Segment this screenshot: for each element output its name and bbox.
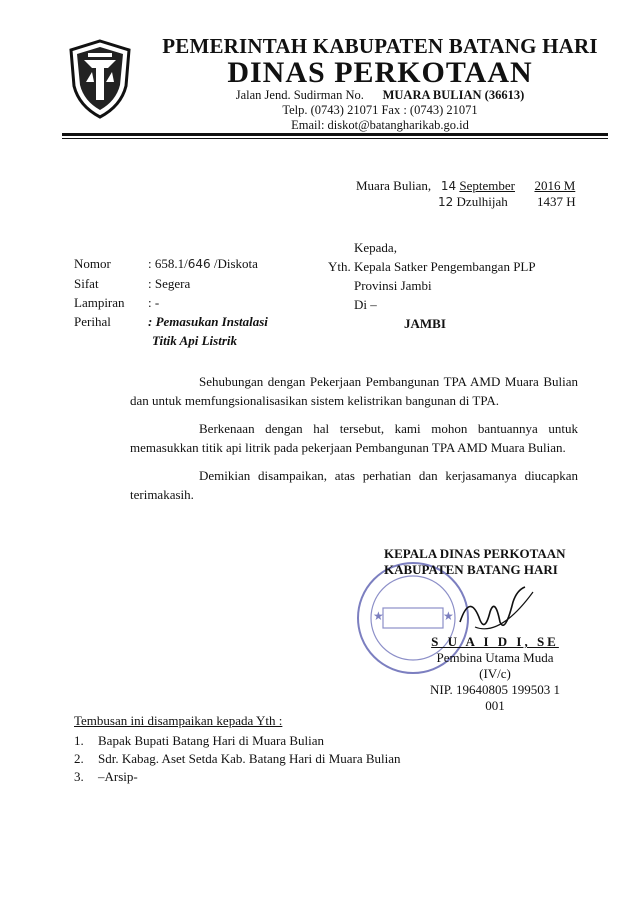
cc-item-number: 3. — [74, 769, 84, 784]
phone-line: Telp. (0743) 21071 Fax : (0743) 21071 — [282, 103, 478, 117]
meta-lampiran — [74, 293, 268, 312]
date-block — [356, 178, 576, 210]
cc-item-text: Bapak Bupati Batang Hari di Muara Bulian — [98, 733, 325, 748]
lampiran-value: : - — [148, 295, 160, 310]
perihal-line1: : Pemasukan Instalasi — [148, 314, 268, 329]
date-day-greg: 14 — [440, 179, 457, 193]
nomor-value: : 658.1/ — [148, 256, 188, 271]
recipient-line2: Provinsi Jambi — [354, 278, 432, 293]
meta-perihal-cont — [74, 331, 268, 350]
date-year-hijri: 1437 H — [537, 194, 576, 209]
body-paragraph-3: Demikian disampaikan, atas perhatian dan kerjasamanya diucapkan terimakasih. — [130, 468, 578, 502]
cc-item — [74, 768, 401, 786]
recipient-kepada: Kepada, — [354, 240, 397, 255]
cc-item — [74, 750, 401, 768]
handwritten-signature-icon — [455, 582, 535, 642]
recipient-line1: Yth. Kepala Satker Pengembangan PLP — [328, 259, 536, 274]
letterhead-divider-thick — [62, 133, 608, 136]
date-year-greg: 2016 M — [534, 178, 576, 193]
cc-item-text: –Arsip- — [98, 769, 138, 784]
government-name: PEMERINTAH KABUPATEN BATANG HARI — [162, 34, 598, 58]
svg-text:★: ★ — [373, 609, 384, 623]
letterhead-divider-thin — [62, 138, 608, 139]
date-place: Muara Bulian, — [356, 178, 432, 193]
perihal-label: Perihal — [74, 314, 111, 329]
sifat-label: Sifat — [74, 276, 99, 291]
cc-item-number: 1. — [74, 733, 84, 748]
cc-heading: Tembusan ini disampaikan kepada Yth : — [74, 713, 283, 728]
agency-name: DINAS PERKOTAAN — [227, 56, 533, 89]
meta-perihal — [74, 312, 268, 331]
lampiran-label: Lampiran — [74, 295, 125, 310]
body-paragraph-1: Sehubungan dengan Pekerjaan Pembangunan TPA AMD Muara Bulian dan untuk memfungsionalisasikan sistem kelistrikan bangunan di TPA. — [130, 374, 578, 408]
date-month-hijri: Dzulhijah — [456, 194, 508, 209]
svg-text:★: ★ — [443, 609, 454, 623]
signer-name: S U A I D I, SE — [431, 634, 559, 649]
letter-body — [130, 372, 578, 513]
email-line: Email: diskot@batangharikab.go.id — [291, 118, 469, 132]
date-day-hijri: 12 — [438, 195, 454, 209]
signature-title-2: KABUPATEN BATANG HARI — [384, 562, 558, 577]
address-city: MUARA BULIAN (36613) — [382, 88, 525, 102]
cc-item-number: 2. — [74, 751, 84, 766]
nomor-label: Nomor — [74, 256, 111, 271]
meta-nomor — [74, 254, 268, 274]
sifat-value: : Segera — [148, 276, 191, 291]
recipient-line3: Di – — [354, 297, 377, 312]
cc-list — [74, 732, 401, 786]
letter-meta — [74, 254, 268, 350]
date-month-greg: September — [459, 178, 515, 193]
signer-nip: NIP. 19640805 199503 1 001 — [429, 682, 560, 713]
regency-crest-icon — [66, 38, 134, 120]
meta-sifat — [74, 274, 268, 293]
recipient-city: JAMBI — [404, 316, 446, 331]
signer-rank: Pembina Utama Muda (IV/c) — [436, 650, 554, 681]
recipient-block — [328, 238, 536, 333]
address-street: Jalan Jend. Sudirman No. — [235, 88, 364, 102]
letterhead-address — [150, 88, 610, 133]
signature-title — [384, 546, 566, 578]
signer-block — [420, 634, 570, 714]
signature-title-1: KEPALA DINAS PERKOTAAN — [384, 546, 566, 561]
perihal-line2: Titik Api Listrik — [152, 333, 237, 348]
body-paragraph-2: Berkenaan dengan hal tersebut, kami mohon bantuannya untuk memasukkan titik api litrik pada pekerjaan Pembangunan TPA AMD Muara Bulian. — [130, 421, 578, 455]
cc-item — [74, 732, 401, 750]
cc-item-text: Sdr. Kabag. Aset Setda Kab. Batang Hari di Muara Bulian — [98, 751, 401, 766]
nomor-suffix: /Diskota — [213, 256, 258, 271]
nomor-handwritten: 646 — [187, 257, 211, 271]
cc-block — [74, 712, 401, 786]
